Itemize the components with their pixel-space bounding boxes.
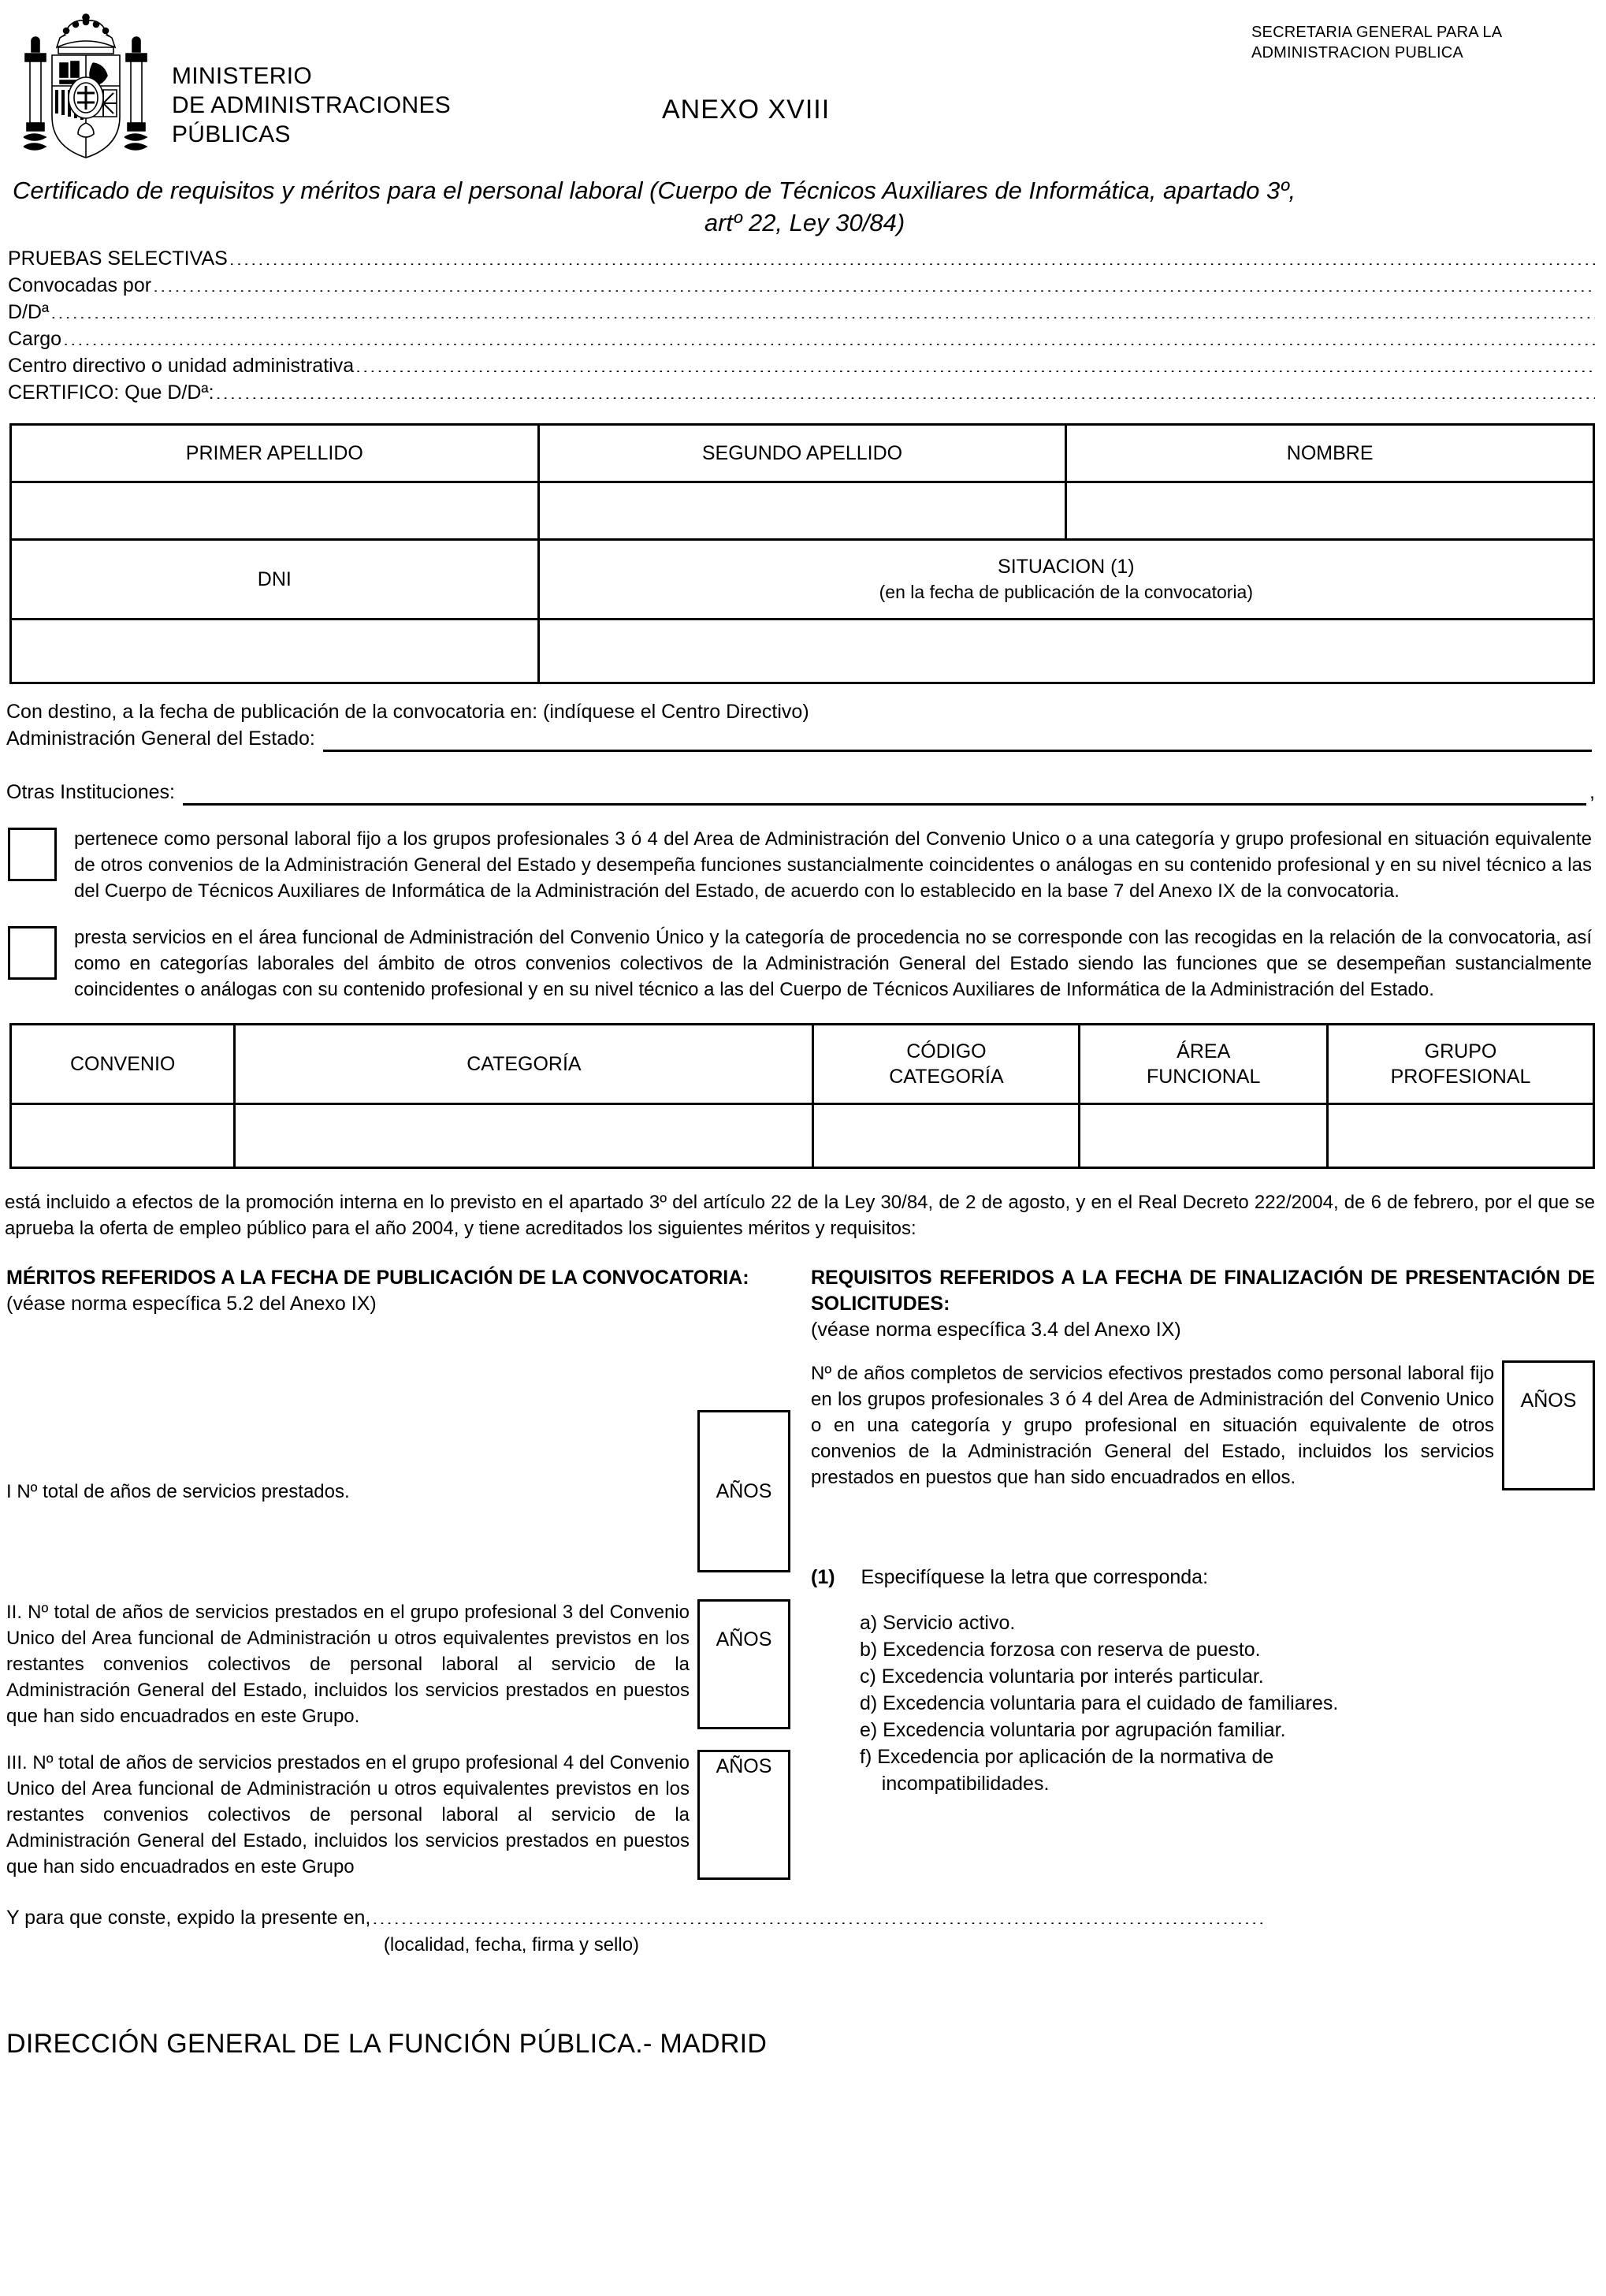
years-label: AÑOS (716, 1628, 772, 1650)
ministry-line-2: DE ADMINISTRACIONES (172, 92, 452, 118)
header-line: CATEGORÍA (889, 1066, 1004, 1088)
requirement-item-1 (811, 1360, 1595, 1490)
note-option-f: f) Excedencia por aplicación de la normativa de (860, 1746, 1274, 1768)
merit-item-3 (6, 1750, 790, 1880)
signature-caption: (localidad, fecha, firma y sello) (383, 1934, 640, 1956)
checkbox-option-2[interactable] (8, 925, 1592, 1003)
cell-situacion[interactable] (538, 620, 1593, 683)
destino-intro: Con destino, a la fecha de publicación de la convocatoria en: (indíquese el Centro Directivo) (6, 701, 809, 723)
document-header (0, 0, 1606, 169)
column-header-grupo-profesional (1328, 1025, 1594, 1104)
dotted-fill-line[interactable] (63, 329, 1595, 345)
column-header-nombre: NOMBRE (1066, 425, 1594, 482)
column-header-codigo-categoria (813, 1025, 1080, 1104)
table-row-values (11, 1104, 1594, 1168)
merit-item-3-years-box[interactable] (697, 1750, 790, 1880)
field-label: D/Dª (8, 301, 50, 323)
subtitle-line-2: artº 22, Ley 30/84) (704, 209, 905, 236)
ministry-name (172, 61, 451, 149)
requirement-item-1-years-box[interactable] (1502, 1360, 1595, 1490)
requirements-title-sub: (véase norma específica 3.4 del Anexo IX) (811, 1319, 1181, 1341)
column-header-area-funcional (1080, 1025, 1328, 1104)
note-option-b: b) Excedencia forzosa con reserva de puesto. (860, 1639, 1261, 1661)
checkbox-option-2-text: presta servicios en el área funcional de Administración del Convenio Único y la categoría de procedencia no se corresponde con las recogidas en la relación de la convocatoria, así como en categorías laborales del ámbito de otros convenios colectivos de la Administración General del Estado siendo las funciones que se desempeñan sustancialmente coincidentes o análogas con su contenido profesional y en su nivel técnico a las del Cuerpo de Técnicos Auxiliares de Informática de la Administración del Estado. (74, 927, 1592, 1000)
cell-area-funcional[interactable] (1080, 1104, 1328, 1168)
destination-office: DIRECCIÓN GENERAL DE LA FUNCIÓN PÚBLICA.- MADRID (6, 2029, 768, 2059)
note-option-a: a) Servicio activo. (860, 1612, 1016, 1634)
field-label: Convocadas por (8, 274, 152, 296)
field-label: CERTIFICO: Que D/Dª: (8, 381, 214, 404)
field-label: PRUEBAS SELECTIVAS (8, 247, 228, 270)
secretaria-header (1251, 22, 1582, 63)
spacer (811, 1343, 1595, 1360)
field-certifico-que[interactable] (8, 379, 1595, 406)
requirement-item-1-text: Nº de años completos de servicios efectivos prestados como personal laboral fijo en los grupos profesionales 3 ó 4 del Area de Administración del Convenio Unico o en una categoría y grupo profesional en situación equivalente de otros convenios de la Administración General del Estado, incluidos los servicios prestados en puestos que han sido encuadrados en ellos. (811, 1363, 1494, 1488)
requirements-column (811, 1265, 1595, 1880)
dotted-fill-line[interactable] (229, 249, 1595, 265)
situacion-sublabel: (en la fecha de publicación de la convocatoria) (879, 582, 1253, 602)
column-header-segundo-apellido: SEGUNDO APELLIDO (538, 425, 1066, 482)
table-row-headers (11, 425, 1594, 482)
table-row-dni-situacion-values (11, 620, 1594, 683)
note-heading (811, 1566, 1595, 1589)
document-subtitle (13, 169, 1597, 239)
years-label: AÑOS (716, 1755, 772, 1777)
trailing-comma: , (1589, 781, 1595, 803)
cell-dni[interactable] (11, 620, 539, 683)
column-header-situacion (538, 540, 1593, 620)
field-cargo[interactable] (8, 326, 1595, 352)
expido-label: Y para que conste, expido la presente en, (6, 1907, 371, 1929)
checkbox-icon[interactable] (8, 926, 57, 980)
cell-primer-apellido[interactable] (11, 482, 539, 540)
cell-categoria[interactable] (235, 1104, 813, 1168)
header-line: FUNCIONAL (1146, 1066, 1261, 1088)
checkbox-icon[interactable] (8, 828, 57, 881)
field-label: Centro directivo o unidad administrativa (8, 355, 355, 377)
field-pruebas-selectivas[interactable] (8, 245, 1595, 272)
column-header-convenio (11, 1025, 235, 1104)
merit-item-3-text: III. Nº total de años de servicios prestados en el grupo profesional 4 del Convenio Unico del Area funcional de Administración u otros equivalentes previstos en los restantes convenios colectivos de personal laboral al servicio de la Administración General del Estado, incluidos los servicios prestados en puestos que han sido encuadrados en este Grupo (6, 1752, 690, 1877)
secretaria-line-1: SECRETARIA GENERAL PARA LA (1251, 24, 1503, 41)
years-label: AÑOS (716, 1479, 772, 1502)
header-line: CONVENIO (69, 1053, 176, 1075)
merits-title (6, 1265, 790, 1317)
merit-item-1-years-box[interactable] (697, 1410, 790, 1572)
dotted-fields-group (8, 245, 1595, 406)
merits-title-bold: MÉRITOS REFERIDOS A LA FECHA DE PUBLICACIÓN DE LA CONVOCATORIA: (6, 1267, 749, 1289)
field-convocadas-por[interactable] (8, 272, 1595, 299)
situacion-label: SITUACION (1) (998, 556, 1135, 578)
header-line: CÓDIGO (906, 1040, 987, 1062)
table-row-values (11, 482, 1594, 540)
promotion-paragraph: está incluido a efectos de la promoción interna en lo previsto en el apartado 3º del artículo 22 de la Ley 30/84, de 2 de agosto, y en el Real Decreto 222/2004, de 6 de febrero, por el que se aprueba la oferta de empleo público para el año 2004, y tiene acreditados los siguientes méritos y requisitos: (5, 1192, 1595, 1239)
spacer (6, 1572, 790, 1599)
ministry-line-3: PÚBLICAS (172, 121, 291, 147)
field-label: Administración General del Estado: (6, 728, 315, 750)
field-nombre-titular[interactable] (8, 299, 1595, 326)
requirements-title-bold: REQUISITOS REFERIDOS A LA FECHA DE FINALIZACIÓN DE PRESENTACIÓN DE SOLICITUDES: (811, 1267, 1595, 1315)
note-marker: (1) (811, 1566, 835, 1588)
subtitle-line-1: Certificado de requisitos y méritos para el personal laboral (Cuerpo de Técnicos Auxiliares de Informática, apartado 3º, (13, 177, 1296, 204)
dotted-fill-line[interactable] (50, 303, 1595, 318)
column-header-primer-apellido: PRIMER APELLIDO (11, 425, 539, 482)
note-options-list (860, 1609, 1595, 1797)
note-option-e: e) Excedencia voluntaria por agrupación familiar. (860, 1719, 1286, 1741)
merit-item-2-text: II. Nº total de años de servicios prestados en el grupo profesional 3 del Convenio Unico del Area funcional de Administración u otros equivalentes previstos en los restantes convenios colectivos de personal laboral al servicio de la Administración General del Estado, incluidos los servicios prestados en puestos que han sido encuadrados en este Grupo. (6, 1602, 690, 1727)
convenio-table (9, 1023, 1595, 1169)
column-header-categoria (235, 1025, 813, 1104)
merit-item-2-years-box[interactable] (697, 1599, 790, 1729)
merit-item-1 (6, 1410, 790, 1572)
note-option-c: c) Excedencia voluntaria por interés particular. (860, 1665, 1264, 1688)
spacer (811, 1589, 1595, 1609)
dotted-fill-line[interactable] (153, 276, 1595, 292)
header-line: GRUPO (1424, 1040, 1497, 1062)
table-row-dni-situacion-headers (11, 540, 1594, 620)
merits-title-sub: (véase norma específica 5.2 del Anexo IX) (6, 1293, 377, 1315)
field-centro-directivo[interactable] (8, 352, 1595, 379)
note-intro: Especifíquese la letra que corresponda: (861, 1566, 1209, 1588)
table-row-headers (11, 1025, 1594, 1104)
header-line: PROFESIONAL (1390, 1066, 1531, 1088)
dotted-fill-line[interactable] (372, 1908, 1262, 1924)
cell-codigo-categoria[interactable] (813, 1104, 1080, 1168)
field-label: Otras Instituciones: (6, 781, 175, 803)
merit-item-1-text: I Nº total de años de servicios prestados. (6, 1480, 350, 1502)
merit-item-2 (6, 1599, 790, 1729)
note-block (811, 1566, 1595, 1797)
underline-input[interactable] (323, 729, 1592, 752)
note-option-f-continued: incompatibilidades. (860, 1773, 1050, 1795)
spacer (6, 1317, 790, 1410)
cell-segundo-apellido[interactable] (538, 482, 1066, 540)
underline-input[interactable] (183, 783, 1586, 806)
ministry-line-1: MINISTERIO (172, 63, 313, 89)
years-label: AÑOS (1520, 1390, 1577, 1412)
spanish-coat-of-arms-icon (11, 5, 161, 162)
checkbox-option-1[interactable] (8, 826, 1592, 904)
column-header-dni: DNI (11, 540, 539, 620)
field-otras-instituciones[interactable] (6, 779, 1595, 806)
expido-line[interactable] (6, 1907, 1595, 1929)
checkbox-option-1-text: pertenece como personal laboral fijo a los grupos profesionales 3 ó 4 del Area de Administración del Convenio Unico o a una categoría y grupo profesional en situación equivalente de otros convenios de la Administración General del Estado y desempeña funciones sustancialmente coincidentes o análogas en su contenido profesional y en su nivel técnico a las del Cuerpo de Técnicos Auxiliares de Informática de la Administración del Estado, de acuerdo con lo establecido en la base 7 del Anexo IX de la convocatoria. (74, 828, 1592, 902)
field-administracion-general-estado[interactable] (6, 725, 1595, 752)
note-option-d: d) Excedencia voluntaria para el cuidado de familiares. (860, 1692, 1339, 1714)
dotted-fill-line[interactable] (355, 356, 1595, 372)
secretaria-line-2: ADMINISTRACION PUBLICA (1251, 44, 1463, 61)
destino-section (6, 698, 1595, 806)
requirements-title (811, 1265, 1595, 1343)
personal-data-table (9, 423, 1595, 684)
merits-column (6, 1265, 790, 1880)
cell-grupo-profesional[interactable] (1328, 1104, 1594, 1168)
annex-title: ANEXO XVIII (662, 95, 831, 125)
spacer (811, 1490, 1595, 1566)
dotted-fill-line[interactable] (216, 383, 1595, 399)
merits-requirements-columns (6, 1265, 1595, 1880)
cell-convenio[interactable] (11, 1104, 235, 1168)
cell-nombre[interactable] (1066, 482, 1594, 540)
field-label: Cargo (8, 328, 62, 350)
header-line: ÁREA (1177, 1040, 1231, 1062)
header-line: CATEGORÍA (467, 1053, 582, 1075)
